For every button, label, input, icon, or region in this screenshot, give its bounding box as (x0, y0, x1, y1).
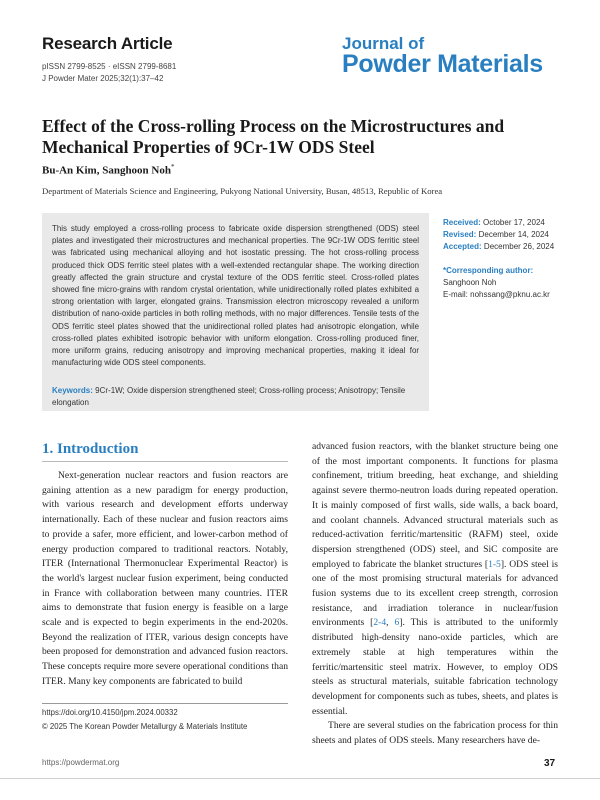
section-divider (42, 461, 288, 462)
doi-link[interactable]: https://doi.org/10.4150/jpm.2024.00332 (42, 708, 178, 717)
revised-label: Revised: (443, 230, 477, 240)
journal-logo-line1: Journal of (342, 34, 425, 53)
body-text: ]. This is attributed to the uniformly distributed high-density nano-oxide particles, which are extremely stable at high temperatures within the ferritic/martensitic steel matrix. However, to employ ODS steels as structural materials, suitable fabrication technology development for components such as tubes, sheets, and plates is essential. (312, 617, 558, 717)
accepted-date (443, 241, 554, 253)
keywords (52, 385, 419, 408)
journal-citation: J Powder Mater 2025;32(1):37–42 (42, 74, 164, 83)
body-column-left (42, 469, 288, 690)
revised-date (443, 229, 554, 241)
corresponding-author-email[interactable]: E-mail: nohssang@pknu.ac.kr (443, 290, 550, 299)
body-text: advanced fusion reactors, with the blanket structure being one of the most important components. It functions for plasma confinement, tritium breeding, heat exchange, and shielding against severe thermo-neutron loads during repeated operation. It is mainly composed of first walls, side walls, a back board, and coolant channels. Advanced structural materials such as reduced-activation ferritic/martensitic (RAFM) steel, oxide dispersion strengthened (ODS) steel, and SiC composite are employed to fabricate the blanket structures [ (312, 441, 558, 570)
body-text: , (386, 617, 395, 629)
corresponding-mark: * (171, 163, 175, 171)
body-paragraph: Next-generation nuclear reactors and fusion reactors are gaining attention as a new paradigm for energy production, with various research and development efforts underway internationally. Each of these nuclear and fusion reactors aims to provide a safer, more efficient, and lower-carbon method of energy production compared to traditional reactors. Notably, ITER (International Thermonuclear Experimental Reactor) is the world's largest nuclear fusion experiment, being conducted in France with collaboration between many countries. ITER aims to demonstrate that fusion energy is feasible on a large scale and is expected to begin experiments in the end-2020s. Beyond the realization of ITER, various design concepts have been proposed for demonstration and advanced fusion reactors. These concepts require more severe operational conditions than ITER. Many key components are fabricated to build (42, 470, 288, 687)
issn: pISSN 2799-8525 · eISSN 2799-8681 (42, 62, 177, 71)
article-type: Research Article (42, 34, 173, 53)
keywords-label: Keywords: (52, 386, 93, 395)
paper-title: Effect of the Cross-rolling Process on the Microstructures and Mechanical Properties of 9Cr-1W ODS Steel (42, 116, 505, 157)
accepted-value: December 26, 2024 (483, 242, 555, 252)
keywords-text: 9Cr-1W; Oxide dispersion strengthened steel; Cross-rolling process; Anisotropy; Tensile elongation (52, 386, 406, 407)
page-bottom-rule (0, 778, 600, 779)
body-column-right (312, 440, 558, 749)
received-date (443, 217, 554, 229)
body-text: ]. ODS steel is one of the most promising structural materials for advanced fusion systems due to its excellent creep strength, corrosion resistance, and irradiation tolerance in nuclear/fusion environments [ (312, 558, 559, 629)
revised-value: December 14, 2024 (478, 230, 549, 240)
citation-link[interactable]: 6 (394, 617, 400, 629)
affiliation: Department of Materials Science and Engineering, Pukyong National University, Busan, 48513, Republic of Korea (42, 186, 443, 196)
journal-logo-line2: Powder Materials (342, 50, 543, 78)
corresponding-author-name: Sanghoon Noh (443, 278, 497, 287)
body-paragraph: There are several studies on the fabrication process for thin sheets and plates of ODS steels. Many researchers have de- (312, 720, 558, 747)
received-label: Received: (443, 218, 481, 227)
accepted-label: Accepted: (443, 242, 482, 252)
body-paragraph (312, 440, 558, 719)
footnote-divider (42, 703, 288, 704)
section-heading: 1. Introduction (42, 441, 139, 457)
page-number: 37 (544, 758, 556, 769)
copyright: © 2025 The Korean Powder Metallurgy & Materials Institute (42, 722, 248, 731)
citation-link[interactable]: 1-5 (488, 558, 501, 570)
site-url-link[interactable]: https://powdermat.org (42, 758, 120, 767)
citation-link[interactable]: 2-4 (373, 617, 387, 629)
corresponding-author-label: *Corresponding author: (443, 266, 534, 275)
received-value: October 17, 2024 (483, 218, 545, 227)
author-names: Bu-An Kim, Sanghoon Noh (42, 164, 171, 177)
abstract-text: This study employed a cross-rolling process to fabricate oxide dispersion strengthened (ODS) steel plates and investigated their microstructures and mechanical properties. The 9Cr-1W ODS ferritic steel was fabricated using mechanical alloying and hot isostatic pressing. The hot cross-rolling process produced thick ODS ferritic steel plates with a well-extended rectangular shape. The working direction greatly affected the grain structure and crystal texture of the ODS ferritic steel. Cross-rolled plates showed fine micro-grains with random crystal orientation, while unidirectionally rolled plates exhibited a strong orientation with larger, elongated grains. Transmission electron microscopy revealed a uniform distribution of nano-oxide particles in both rolling methods, with no major differences. Tensile tests of the ODS ferritic steel plates showed that the unidirectional rolled plates had anisotropic elongation, while cross-rolled plates exhibited isotropic behavior with uniform elongation. Cross-rolling produced finer, more uniform grains, reducing anisotropy and improving mechanical properties, making it ideal for manufacturing wide ODS steel components. (52, 224, 419, 368)
authors (42, 163, 175, 177)
article-dates (443, 217, 554, 254)
abstract-box (42, 213, 429, 411)
